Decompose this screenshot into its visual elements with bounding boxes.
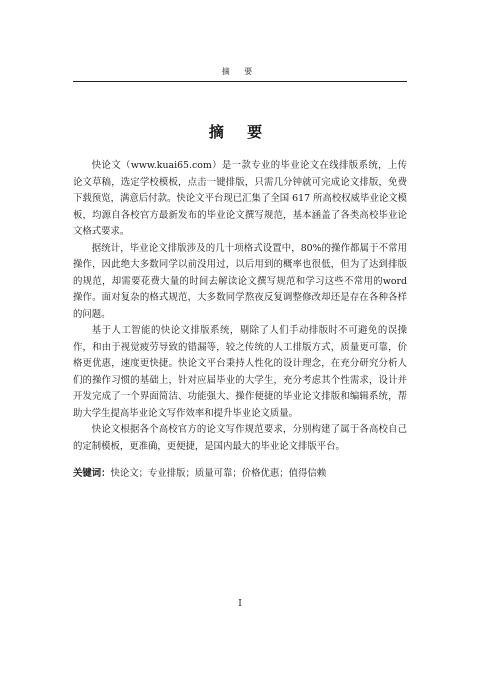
keywords-line	[73, 466, 407, 483]
abstract-paragraph-2: 据统计，毕业论文排版涉及的几十项格式设置中，80%的操作都属于不常用操作，因此绝大多数同学以前没用过，以后用到的概率也很低，但为了达到排版的规范，却需要花费大量的时间去解读论文撰写规范和学习这些不常用的word 操作。面对复杂的格式规范，大多数同学熬夜反复调整修改却还是存在各种各样的问题。	[73, 242, 407, 320]
abstract-body	[73, 158, 407, 483]
header-rule	[73, 81, 407, 82]
running-header: 摘 要	[221, 67, 259, 76]
abstract-paragraph-4: 快论文根据各个高校官方的论文写作规范要求，分别构建了属于各高校自己的定制模板，更准确，更便捷，是国内最大的毕业论文排版平台。	[73, 424, 407, 452]
abstract-paragraph-1: 快论文（www.kuai65.com）是一款专业的毕业论文在线排版系统，上传论文草稿，选定学校模板，点击一键排版，只需几分钟就可完成论文排版，免费下载预览，满意后付款。快论文平台现已汇集了全国 617 所高校权威毕业论文模板，均源自各校官方最新发布的毕业论文撰写规范，基本涵盖了各类高校毕业论文格式要求。	[73, 160, 407, 237]
keywords-text: 快论文；专业排版；质量可靠；价格优惠；值得信赖	[110, 468, 327, 479]
page-number: I	[238, 599, 242, 609]
abstract-paragraph-3: 基于人工智能的快论文排版系统，剔除了人们手动排版时不可避免的误操作，和由于视觉疲劳导致的错漏等，较之传统的人工排版方式，质量更可靠，价格更优惠，速度更快捷。快论文平台秉持人性化的设计理念，在充分研究分析人们的操作习惯的基础上，针对应届毕业的大学生，充分考虑其个性需求，设计并开发完成了一个界面简洁、功能强大、操作便捷的毕业论文排版和编辑系统，帮助大学生提高毕业论文写作效率和提升毕业论文质量。	[73, 325, 407, 419]
page-title: 摘 要	[208, 123, 272, 141]
keywords-label: 关键词：	[73, 468, 111, 479]
